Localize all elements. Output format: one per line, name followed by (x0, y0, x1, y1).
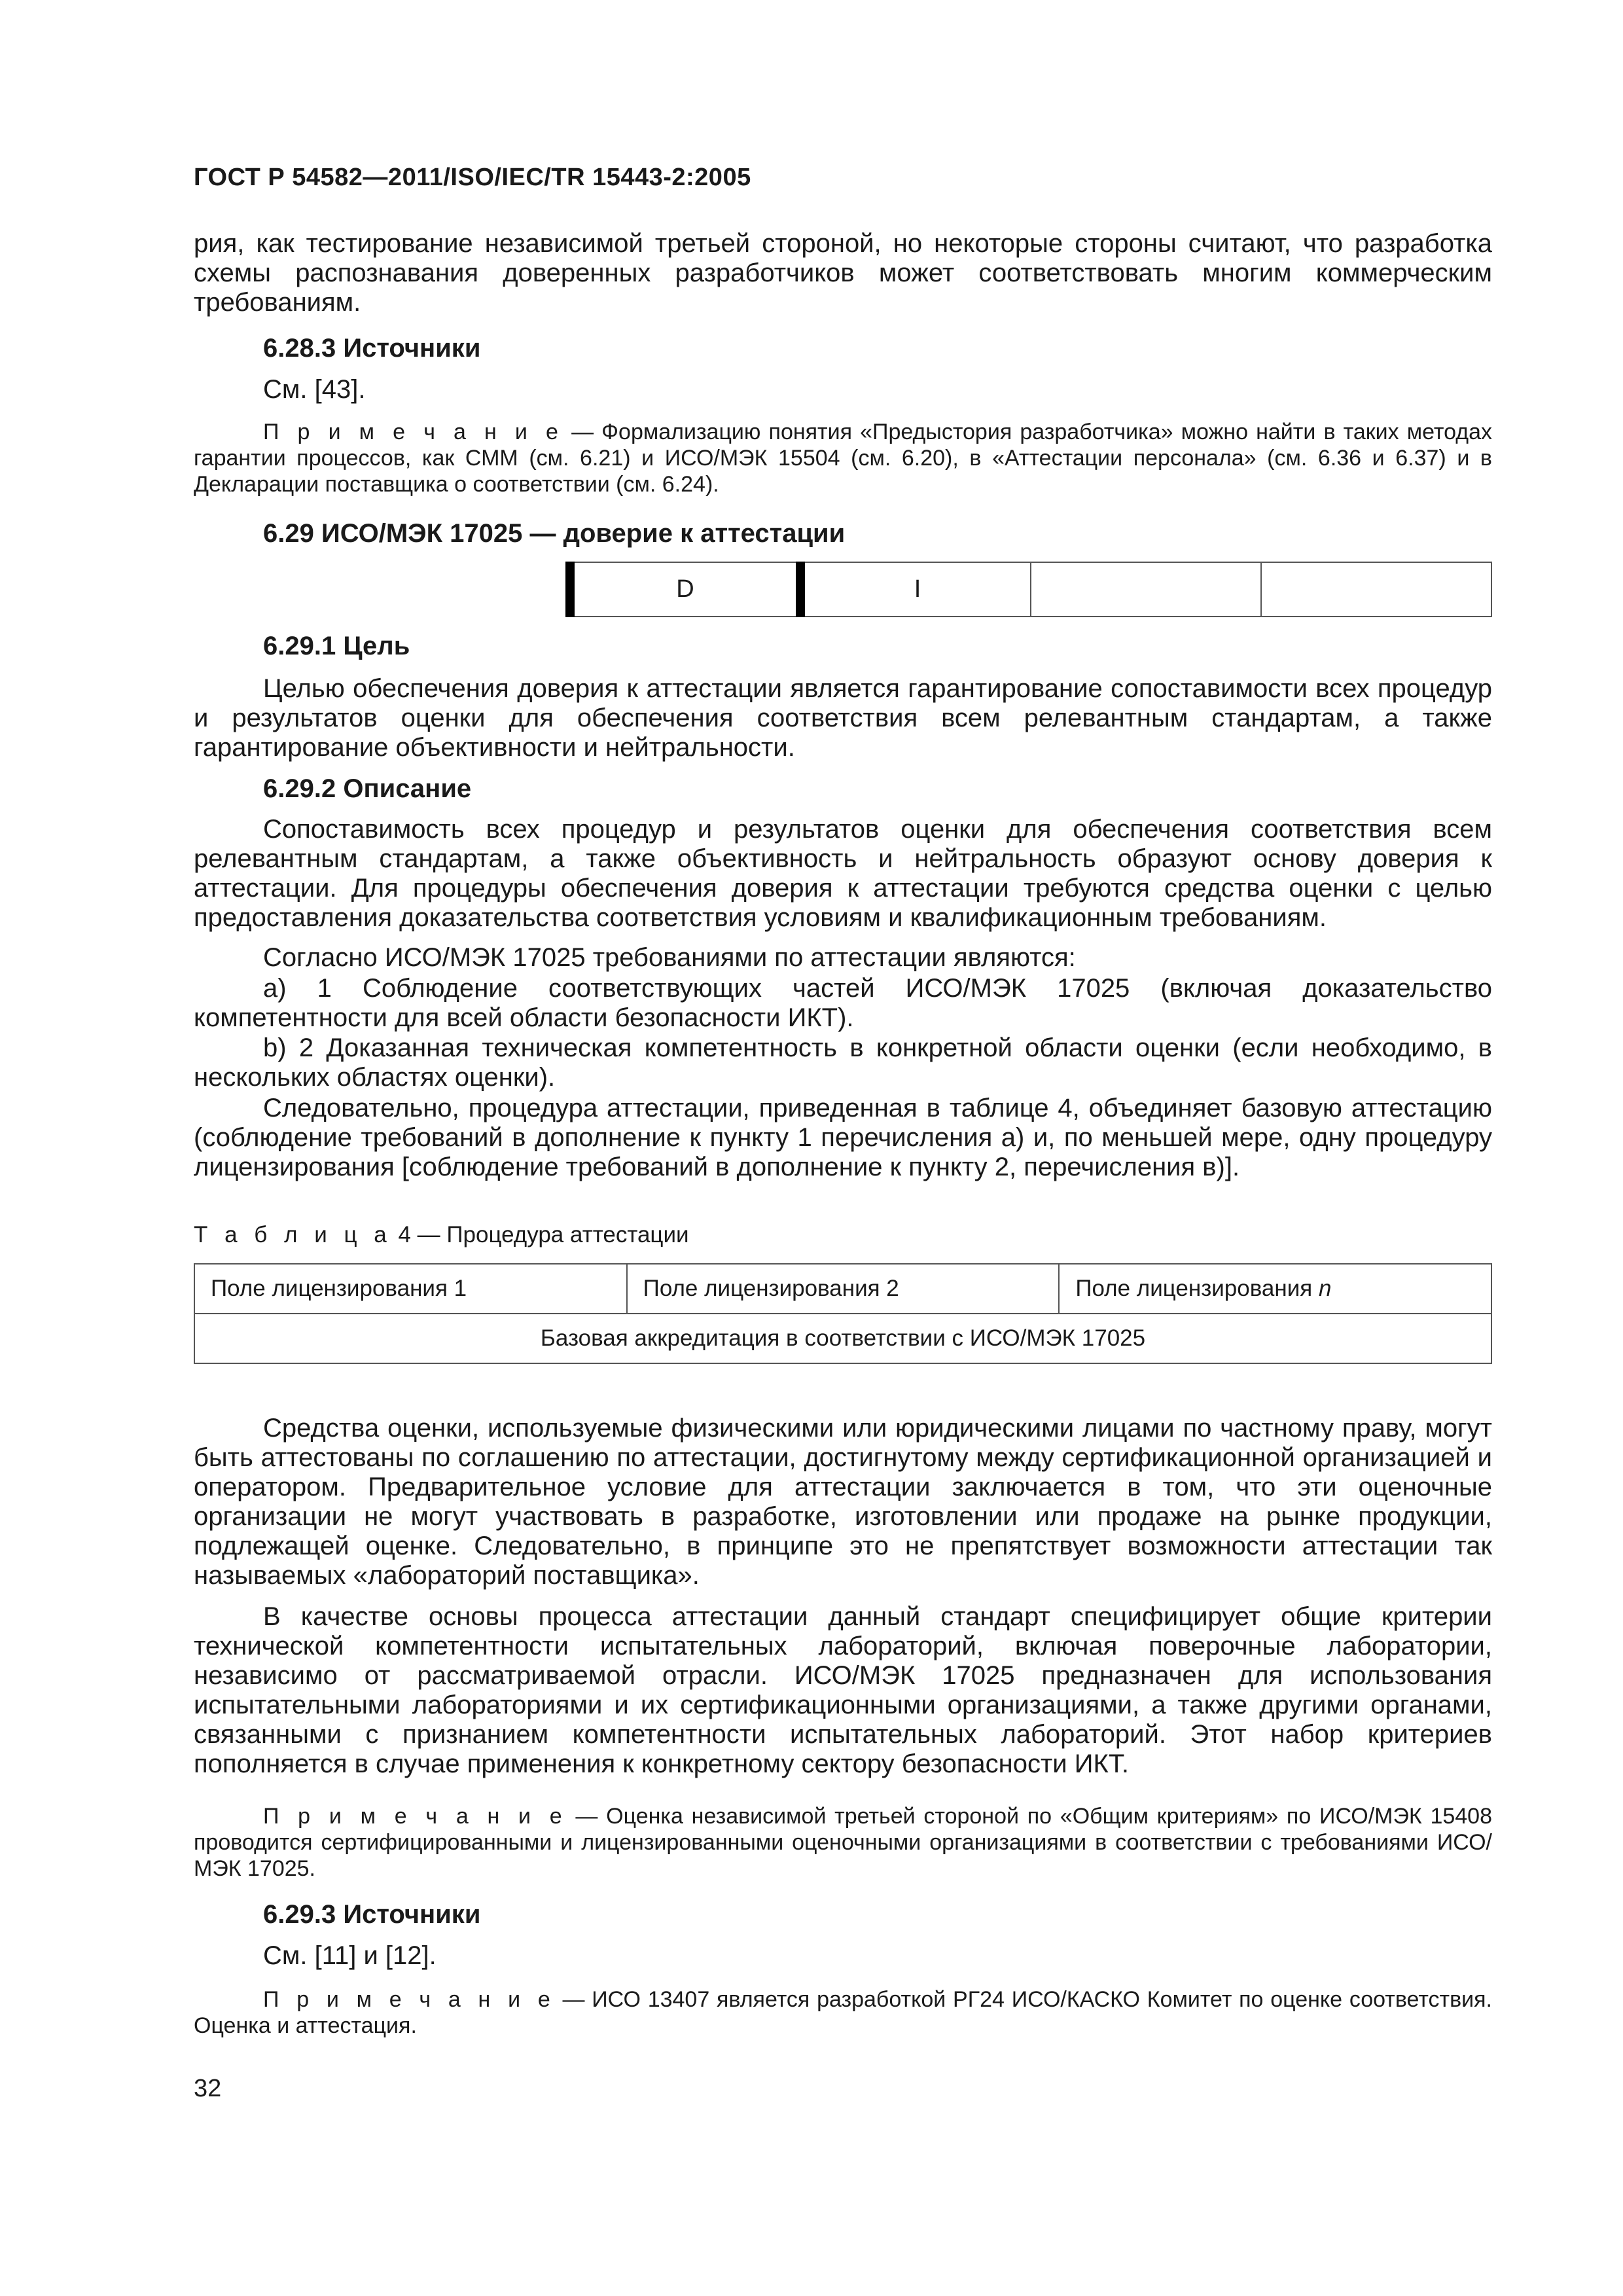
table-row (194, 1314, 1491, 1363)
note-3 (194, 1986, 1492, 2039)
heading-6-29: 6.29 ИСО/МЭК 17025 — доверие к аттестации (263, 519, 846, 548)
intro-paragraph: рия, как тестирование независимой третьей стороной, но некоторые стороны считают, что разработка схемы распознавания доверенных разработчиков может соответствовать многим коммерческим требованиям. (194, 229, 1492, 317)
level-cell-d: D (570, 562, 800, 617)
table-cell-text: Поле лицензирования (1075, 1276, 1319, 1301)
list-item-b: b) 2 Доказанная техническая компетентность в конкретной области оценки (если необходимо, в нескольких областях оценки). (194, 1033, 1492, 1092)
goal-paragraph: Целью обеспечения доверия к аттестации является гарантирование сопоставимости всех процедур и результатов оценки для обеспечения соответствия всем релевантным стандартам, а также гарантирование объективности и нейтральности. (194, 674, 1492, 762)
page-number: 32 (194, 2075, 222, 2102)
note-text: — Формализацию понятия «Предыстория разработчика» можно найти в таких методах гарантии процессов, как СММ (см. 6.21) и ИСО/МЭК 15504 (см. 6.20), в «Аттестации персонала» (см. 6.36 и 6.37) и в Декларации поставщика о соответствии (см. 6.24). (194, 420, 1492, 497)
table-label: Т а б л и ц а (194, 1222, 392, 1247)
description-paragraph-3: Следовательно, процедура аттестации, приведенная в таблице 4, объединяет базовую аттестацию (соблюдение требований в дополнение к пункту 1 перечисления а) и, по меньшей мере, одну процедуру лицензирования [соблюдение требований в дополнение к пункту 2, перечисления в)]. (194, 1094, 1492, 1181)
level-cell-3 (1031, 562, 1261, 617)
note-label: П р и м е ч а н и е (263, 420, 563, 444)
note-label: П р и м е ч а н и е (263, 1987, 556, 2012)
description-paragraph-2: Согласно ИСО/МЭК 17025 требованиями по аттестации являются: (263, 943, 1076, 972)
note-label: П р и м е ч а н и е (263, 1804, 567, 1829)
level-cell-4 (1261, 562, 1491, 617)
table-cell-italic: n (1318, 1276, 1332, 1301)
standard-header: ГОСТ Р 54582—2011/ISO/IEC/TR 15443-2:2005 (194, 164, 751, 191)
note-2 (194, 1803, 1492, 1882)
table-4 (194, 1263, 1492, 1364)
paragraph-after-table-2: В качестве основы процесса аттестации данный стандарт специфицирует общие критерии технической компетентности испытательных лабораторий, включая поверочные лаборатории, независимо от рассматриваемой отрасли. ИСО/МЭК 17025 предназначен для использования испытательными лабораториями и их сертификационными организациями, а также другими органами, связанными с признанием компетентности испытательных лабораторий. Этот набор критериев пополняется в случае применения к конкретному сектору безопасности ИКТ. (194, 1602, 1492, 1778)
table-cell: Поле лицензирования 1 (194, 1264, 627, 1314)
note-text: — ИСО 13407 является разработкой РГ24 ИСО/КАСКО Комитет по оценке соответствия. Оценка и аттестация. (194, 1987, 1492, 2038)
reference-text: См. [11] и [12]. (263, 1941, 437, 1970)
table-4-caption (194, 1222, 689, 1248)
list-item-a: а) 1 Соблюдение соответствующих частей ИСО/МЭК 17025 (включая доказательство компетентности для всей области безопасности ИКТ). (194, 974, 1492, 1032)
table-cell: Базовая аккредитация в соответствии с ИСО/МЭК 17025 (194, 1314, 1491, 1363)
table-cell (1059, 1264, 1491, 1314)
heading-6-29-2: 6.29.2 Описание (263, 774, 472, 803)
heading-6-28-3: 6.28.3 Источники (263, 334, 481, 363)
table-caption-text: 4 — Процедура аттестации (391, 1222, 689, 1247)
description-paragraph-1: Сопоставимость всех процедур и результатов оценки для обеспечения соответствия всем релевантным стандартам, а также объективность и нейтральность образуют основу доверия к аттестации. Для процедуры обеспечения доверия к аттестации требуются средства оценки с целью предоставления доказательства соответствия условиям и квалификационным требованиям. (194, 815, 1492, 932)
reference-text: См. [43]. (263, 375, 366, 404)
paragraph-after-table-1: Средства оценки, используемые физическими или юридическими лицами по частному праву, могут быть аттестованы по соглашению по аттестации, достигнутому между сертификационной организацией и оператором. Предварительное условие для аттестации заключается в том, что эти оценочные организации не могут участвовать в разработке, изготовлении или продаже на рынке продукции, подлежащей оценке. Следовательно, в принципе это не препятствует возможности аттестации так называемых «лабораторий поставщика». (194, 1414, 1492, 1590)
assurance-level-table (565, 562, 1492, 617)
table-cell: Поле лицензирования 2 (627, 1264, 1060, 1314)
document-page (194, 0, 1492, 2296)
heading-6-29-3: 6.29.3 Источники (263, 1900, 481, 1929)
level-cell-i: I (800, 562, 1031, 617)
note-text: — Оценка независимой третьей стороной по «Общим критериям» по ИСО/МЭК 15408 проводится сертифицированными и лицензированными оценочными организациями в соответствии с требованиями ИСО/МЭК 17025. (194, 1804, 1492, 1881)
note-1 (194, 419, 1492, 497)
heading-6-29-1: 6.29.1 Цель (263, 632, 410, 660)
table-row (194, 1264, 1491, 1314)
